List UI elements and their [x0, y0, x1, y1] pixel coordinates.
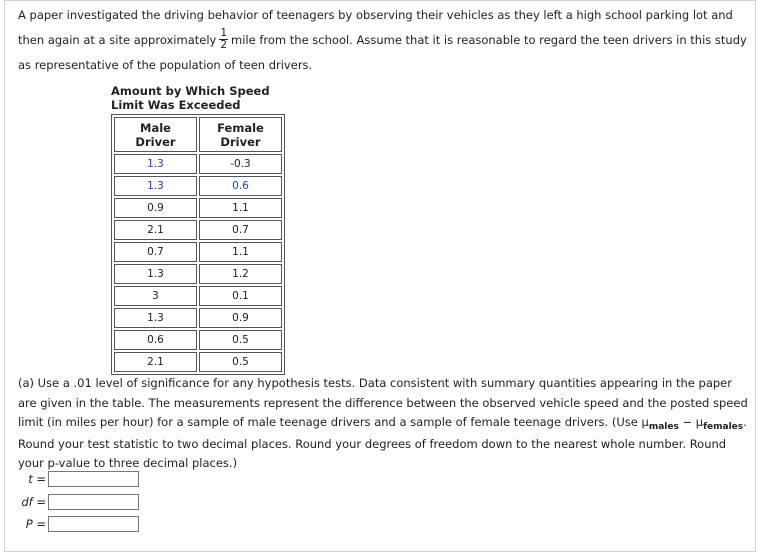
- table-row: [114, 264, 282, 284]
- cell-male: 1.3: [114, 154, 197, 174]
- table-row: [114, 308, 282, 328]
- cell-female: 0.5: [199, 352, 282, 372]
- header-male-driver: Male Driver: [114, 117, 197, 152]
- table-caption-line-1: Amount by Which Speed: [111, 84, 270, 98]
- cell-female: 0.7: [199, 220, 282, 240]
- part-a-text-1: (a) Use a .01 level of significance for any hypothesis tests. Data consistent with summary quantities appearing in the paper are given in the table. The measurements represent the difference between the observed vehicle speed and the posted speed limit (in miles per hour) for a sample of male teenage drivers and a sample of female teenage drivers. (Use: [18, 376, 748, 429]
- p-value-input[interactable]: [48, 516, 139, 532]
- fraction-denominator: 2: [220, 39, 228, 51]
- cell-male: 1.3: [114, 264, 197, 284]
- t-label: t =: [28, 472, 46, 486]
- mu-symbol: μ: [641, 415, 649, 429]
- table-row: [114, 220, 282, 240]
- degrees-of-freedom-input[interactable]: [48, 494, 139, 510]
- cell-female: 0.1: [199, 286, 282, 306]
- cell-female: 1.2: [199, 264, 282, 284]
- table-row: [114, 352, 282, 372]
- part-a-instructions: [18, 374, 748, 474]
- cell-male: 1.3: [114, 308, 197, 328]
- cell-male: 2.1: [114, 352, 197, 372]
- cell-female: 1.1: [199, 242, 282, 262]
- cell-male: 3: [114, 286, 197, 306]
- cell-female: 1.1: [199, 198, 282, 218]
- table-row: [114, 330, 282, 350]
- intro-text-1: A paper investigated the driving behavior of teenagers by observing their vehicles as they left a high school parking lot and then again at a site approximately: [18, 8, 733, 47]
- cell-male: 1.3: [114, 176, 197, 196]
- cell-female: 0.6: [199, 176, 282, 196]
- subscript-males: males: [648, 422, 679, 432]
- minus-sign: −: [678, 415, 696, 429]
- cell-female: 0.9: [199, 308, 282, 328]
- header-female-driver: Female Driver: [199, 117, 282, 152]
- part-a-text-2: . Round your test statistic to two decimal places. Round your degrees of freedom down to the nearest whole number. Round your p-value to three decimal places.): [18, 415, 747, 470]
- intro-paragraph: [18, 3, 748, 78]
- cell-male: 2.1: [114, 220, 197, 240]
- cell-male: 0.7: [114, 242, 197, 262]
- cell-female: 0.5: [199, 330, 282, 350]
- table-caption: [111, 84, 270, 112]
- table-row: [114, 286, 282, 306]
- table-row: [114, 242, 282, 262]
- table-header-row: [114, 117, 282, 152]
- cell-female: -0.3: [199, 154, 282, 174]
- p-label: P =: [25, 517, 46, 531]
- mu-symbol: μ: [695, 415, 704, 429]
- table-row: [114, 198, 282, 218]
- speed-data-table: [111, 114, 285, 375]
- cell-male: 0.6: [114, 330, 197, 350]
- fraction-one-half: [219, 28, 228, 51]
- df-label: df =: [21, 495, 46, 509]
- table-caption-line-2: Limit Was Exceeded: [111, 98, 241, 112]
- t-statistic-input[interactable]: [48, 471, 139, 487]
- cell-male: 0.9: [114, 198, 197, 218]
- subscript-females: females: [703, 422, 744, 432]
- intro-text-2: mile from the school. Assume that it is reasonable to regard the teen drivers in this study as representative of the population of teen drivers.: [18, 33, 747, 72]
- fraction-numerator: 1: [220, 27, 228, 39]
- table-row: [114, 154, 282, 174]
- table-row: [114, 176, 282, 196]
